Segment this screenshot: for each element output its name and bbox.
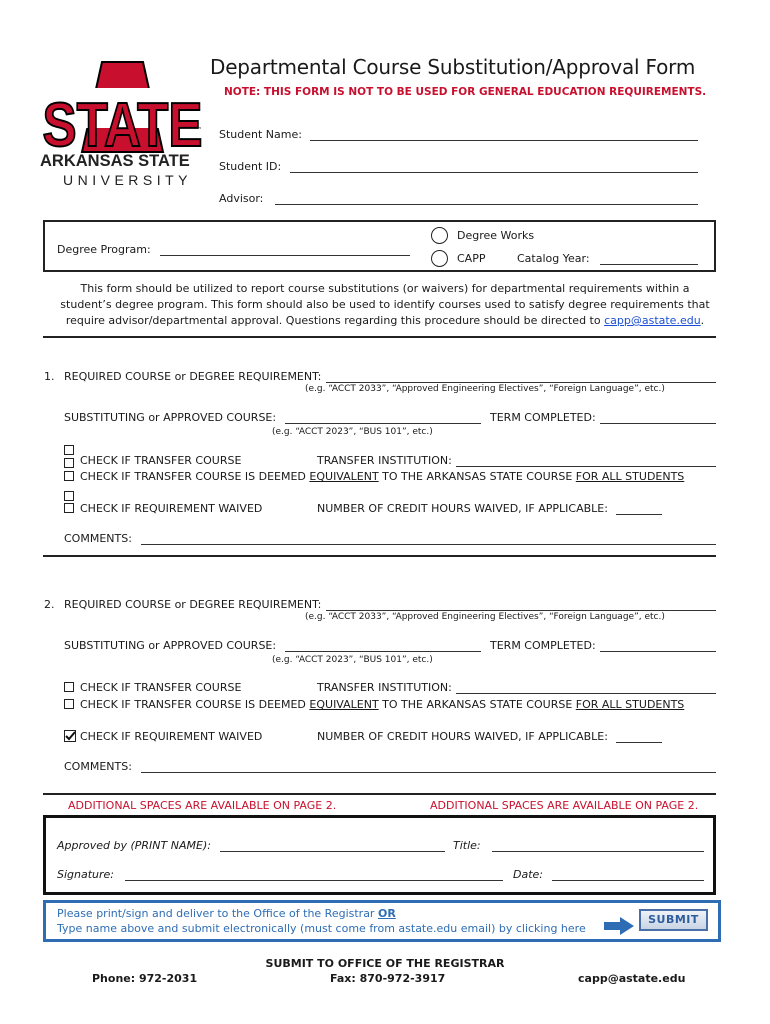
section-2-transfer-label: CHECK IF TRANSFER COURSE <box>80 681 242 694</box>
date-label: Date: <box>513 868 543 881</box>
section-1-equivalent-mid: TO THE ARKANSAS STATE COURSE <box>378 470 576 483</box>
section-2-equivalent-mid: TO THE ARKANSAS STATE COURSE <box>378 698 576 711</box>
footer-phone: Phone: 972-2031 <box>92 972 198 985</box>
section-2-equivalent-text <box>80 698 684 711</box>
section-1-equivalent-checkbox[interactable] <box>64 471 74 481</box>
footer-heading: SUBMIT TO OFFICE OF THE REGISTRAR <box>265 957 505 970</box>
section-1-institution-label: TRANSFER INSTITUTION: <box>317 454 452 467</box>
signature-field[interactable] <box>125 868 503 881</box>
degree-program-label: Degree Program: <box>57 243 151 256</box>
arrow-right-icon <box>604 917 634 935</box>
section-1-transfer-checkbox[interactable] <box>64 445 74 455</box>
student-name-label: Student Name: <box>219 128 302 141</box>
section-1-term-label: TERM COMPLETED: <box>490 411 596 424</box>
section-1-required-example: (e.g. “ACCT 2033”, “Approved Engineering Electives”, “Foreign Language”, etc.) <box>305 384 665 394</box>
section-2-waived-label: CHECK IF REQUIREMENT WAIVED <box>80 730 263 743</box>
section-1-number: 1. <box>44 370 55 383</box>
submit-line-1-text: Please print/sign and deliver to the Office of the Registrar <box>57 907 378 920</box>
student-name-field[interactable] <box>310 128 698 141</box>
submit-line-2: Type name above and submit electronically (must come from astate.edu email) by clicking here <box>57 922 586 935</box>
section-2-credit-hours-field[interactable] <box>616 730 662 743</box>
section-2-required-example: (e.g. “ACCT 2033”, “Approved Engineering Electives”, “Foreign Language”, etc.) <box>305 612 665 622</box>
section-1-waived-checkbox[interactable] <box>64 491 74 501</box>
signature-label: Signature: <box>57 868 115 881</box>
section-2-institution-field[interactable] <box>456 681 716 694</box>
section-2-equivalent-checkbox[interactable] <box>64 699 74 709</box>
student-id-field[interactable] <box>290 160 698 173</box>
section-1-all-students: FOR ALL STUDENTS <box>575 470 685 483</box>
advisor-row <box>219 192 263 205</box>
date-field[interactable] <box>552 868 704 881</box>
catalog-year-field[interactable] <box>600 252 698 265</box>
section-1-comments-field[interactable] <box>141 532 716 545</box>
degree-works-label: Degree Works <box>457 229 535 242</box>
degree-program-field[interactable] <box>160 243 410 256</box>
section-1-comments-label: COMMENTS: <box>64 532 132 545</box>
intro-paragraph <box>43 281 727 329</box>
section-2-substituting-field[interactable] <box>285 639 481 652</box>
intro-line-3-text: require advisor/departmental approval. Questions regarding this procedure should be directed to <box>65 314 605 327</box>
section-2-substituting-example: (e.g. “ACCT 2023”, “BUS 101”, etc.) <box>272 655 433 665</box>
logo-line2: UNIVERSITY <box>63 172 193 188</box>
divider-bottom <box>43 793 716 795</box>
divider-middle <box>43 555 716 557</box>
advisor-label: Advisor: <box>219 192 264 205</box>
capp-radio[interactable] <box>431 250 448 267</box>
section-1-equivalent-pre: CHECK IF TRANSFER COURSE IS DEEMED <box>80 470 310 483</box>
section-1-substituting-field[interactable] <box>285 411 481 424</box>
state-logo-graphic <box>40 60 205 155</box>
section-2-all-students: FOR ALL STUDENTS <box>575 698 685 711</box>
approved-by-field[interactable] <box>220 839 445 852</box>
student-id-label: Student ID: <box>219 160 282 173</box>
logo-line1: ARKANSAS STATE <box>40 152 190 170</box>
section-2-credit-hours-label: NUMBER OF CREDIT HOURS WAIVED, IF APPLICABLE: <box>317 730 608 743</box>
section-2-comments-field[interactable] <box>141 760 716 773</box>
capp-label: CAPP <box>457 252 486 265</box>
intro-line-2: student’s degree program. This form should also be used to identify courses used to satisfy degree requirements that <box>60 298 710 311</box>
additional-spaces-right: ADDITIONAL SPACES ARE AVAILABLE ON PAGE 2. <box>430 799 699 812</box>
section-2-equivalent-pre: CHECK IF TRANSFER COURSE IS DEEMED <box>80 698 310 711</box>
section-2-equivalent-word: EQUIVALENT <box>309 698 379 711</box>
section-2-waived-checkbox[interactable] <box>64 730 76 742</box>
section-2-substituting-label: SUBSTITUTING or APPROVED COURSE: <box>64 639 277 652</box>
section-1-substituting-example: (e.g. “ACCT 2023”, “BUS 101”, etc.) <box>272 427 433 437</box>
section-2-transfer-checkbox[interactable] <box>64 682 74 692</box>
university-logo <box>40 60 205 195</box>
section-1-required-label: REQUIRED COURSE or DEGREE REQUIREMENT: <box>64 370 322 383</box>
title-label: Title: <box>453 839 481 852</box>
student-name-row <box>219 128 302 141</box>
footer-email: capp@astate.edu <box>578 972 686 985</box>
intro-line-3 <box>43 313 727 329</box>
section-1-waived-checkbox-2[interactable] <box>64 503 74 513</box>
page-title: Departmental Course Substitution/Approval Form <box>210 55 696 79</box>
checkmark-icon <box>64 730 76 742</box>
divider-top <box>43 336 716 338</box>
section-2-institution-label: TRANSFER INSTITUTION: <box>317 681 452 694</box>
section-1-credit-hours-label: NUMBER OF CREDIT HOURS WAIVED, IF APPLICABLE: <box>317 502 608 515</box>
section-1-transfer-label: CHECK IF TRANSFER COURSE <box>80 454 242 467</box>
logo-word: STATE <box>42 91 203 155</box>
advisor-field[interactable] <box>275 192 698 205</box>
section-1-required-field[interactable] <box>326 370 716 383</box>
section-1-equivalent-word: EQUIVALENT <box>309 470 379 483</box>
submit-or: OR <box>377 907 396 920</box>
approval-box <box>43 815 716 895</box>
submit-line-1 <box>57 907 396 920</box>
section-1-transfer-checkbox-2[interactable] <box>64 458 74 468</box>
intro-line-1: This form should be utilized to report course substitutions (or waivers) for departmental requirements within a <box>80 282 690 295</box>
student-id-row <box>219 160 281 173</box>
submit-button[interactable]: SUBMIT <box>639 909 708 931</box>
title-field[interactable] <box>492 839 704 852</box>
intro-period: . <box>700 314 705 327</box>
section-1-substituting-label: SUBSTITUTING or APPROVED COURSE: <box>64 411 277 424</box>
section-1-term-field[interactable] <box>600 411 716 424</box>
section-2-term-field[interactable] <box>600 639 716 652</box>
section-2-required-label: REQUIRED COURSE or DEGREE REQUIREMENT: <box>64 598 322 611</box>
section-2-comments-label: COMMENTS: <box>64 760 132 773</box>
logo-tm: ™ <box>195 126 202 134</box>
section-2-required-field[interactable] <box>326 598 716 611</box>
approved-by-label: Approved by (PRINT NAME): <box>57 839 211 852</box>
degree-works-radio[interactable] <box>431 227 448 244</box>
section-1-equivalent-text <box>80 470 684 483</box>
section-1-waived-label: CHECK IF REQUIREMENT WAIVED <box>80 502 263 515</box>
additional-spaces-left: ADDITIONAL SPACES ARE AVAILABLE ON PAGE 2. <box>68 799 337 812</box>
catalog-year-label: Catalog Year: <box>517 252 590 265</box>
section-2-number: 2. <box>44 598 55 611</box>
section-1-institution-field[interactable] <box>456 454 716 467</box>
section-1-credit-hours-field[interactable] <box>616 502 662 515</box>
general-ed-note: NOTE: THIS FORM IS NOT TO BE USED FOR GENERAL EDUCATION REQUIREMENTS. <box>224 86 707 98</box>
capp-email-link[interactable]: capp@astate.edu <box>604 314 701 327</box>
footer-fax: Fax: 870-972-3917 <box>330 972 446 985</box>
section-2-term-label: TERM COMPLETED: <box>490 639 596 652</box>
